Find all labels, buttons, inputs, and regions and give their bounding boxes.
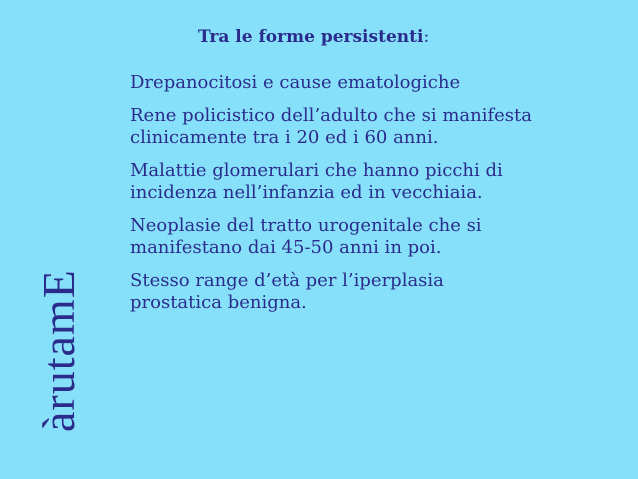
list-item: Stesso range d’età per l’iperplasia prostatica benigna. xyxy=(130,270,444,313)
slide-heading xyxy=(198,26,429,48)
list-item: Neoplasie del tratto urogenitale che si manifestano dai 45-50 anni in poi. xyxy=(130,215,482,258)
list-item: Rene policistico dell’adulto che si manifesta clinicamente tra i 20 ed i 60 anni. xyxy=(130,105,532,148)
list-item: Malattie glomerulari che hanno picchi di incidenza nell’infanzia ed in vecchiaia. xyxy=(130,160,503,203)
side-title: àrutamE xyxy=(33,269,84,432)
list-item: Drepanocitosi e cause ematologiche xyxy=(130,72,461,93)
item-list xyxy=(130,72,620,325)
heading-suffix: : xyxy=(423,27,430,47)
heading-bold-text: Tra le forme persistenti xyxy=(198,27,424,47)
